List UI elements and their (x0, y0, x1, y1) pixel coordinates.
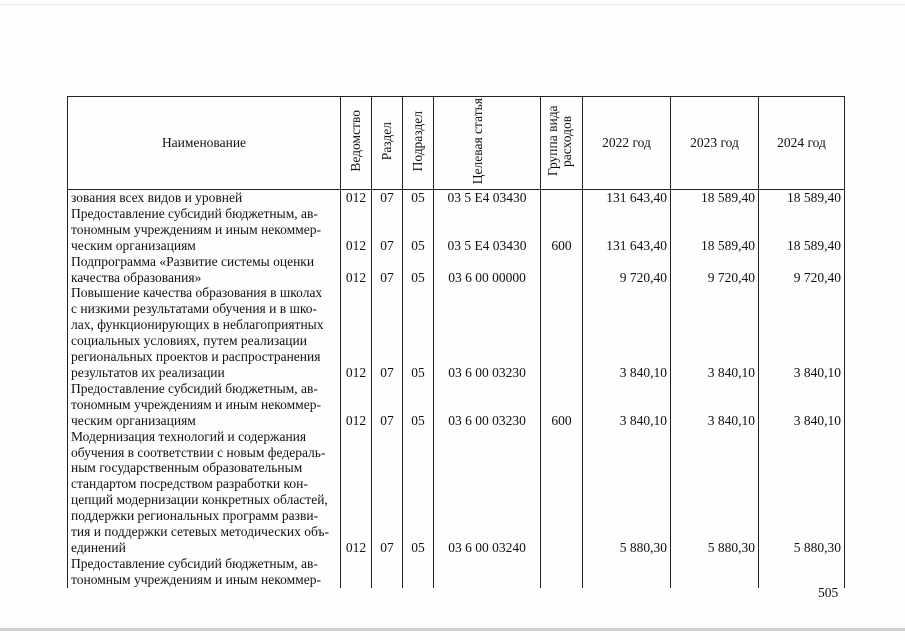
table-row (68, 206, 845, 254)
row-value-2022: 9 720,40 (583, 254, 671, 286)
row-razdel: 07 (372, 254, 403, 286)
header-gruppa: Группа вида расходов (541, 97, 583, 190)
header-2023: 2023 год (671, 97, 759, 190)
row-name-line: тономным учреждениям и иным некоммер- (71, 221, 321, 237)
row-name-line: зования всех видов и уровней (71, 190, 243, 205)
row-vedomstvo: 012 (341, 429, 372, 556)
row-razdel: 07 (372, 285, 403, 380)
row-vedomstvo: 012 (341, 381, 372, 429)
scan-artifact-bottom (0, 628, 905, 631)
row-celevaya: 03 6 00 03230 (434, 381, 541, 429)
row-name (68, 254, 341, 286)
row-name-line: социальных условиях, путем реализации (71, 333, 307, 349)
row-gruppa: 600 (541, 381, 583, 429)
row-celevaya: 03 6 00 00000 (434, 254, 541, 286)
row-podrazdel: 05 (403, 285, 434, 380)
row-value-2022: 5 880,30 (583, 429, 671, 556)
row-name-line: стандартом посредством разработки кон- (71, 476, 308, 492)
row-razdel: 07 (372, 381, 403, 429)
row-celevaya: 03 6 00 03230 (434, 285, 541, 380)
row-value-2022: 3 840,10 (583, 285, 671, 380)
header-name: Наименование (68, 97, 341, 190)
row-vedomstvo: 012 (341, 285, 372, 380)
row-name-line: ным государственным образовательным (71, 460, 303, 476)
row-gruppa (541, 556, 583, 588)
row-celevaya: 03 6 00 03240 (434, 429, 541, 556)
header-2022: 2022 год (583, 97, 671, 190)
row-gruppa (541, 285, 583, 380)
row-celevaya: 03 5 Е4 03430 (434, 190, 541, 206)
table-row (68, 254, 845, 286)
row-value-2023: 3 840,10 (671, 381, 759, 429)
row-razdel: 07 (372, 429, 403, 556)
row-value-2024: 3 840,10 (759, 381, 845, 429)
row-podrazdel (403, 556, 434, 588)
row-name-line: ческим организациям (71, 412, 196, 428)
budget-table (67, 96, 845, 588)
row-podrazdel: 05 (403, 206, 434, 254)
row-name-line: результатов их реализации (71, 364, 225, 380)
row-value-2023: 18 589,40 (671, 190, 759, 206)
row-value-2022 (583, 556, 671, 588)
row-name-line: качества образования» (71, 269, 202, 285)
row-name-line: тономным учреждениям и иным некоммер- (71, 571, 321, 587)
row-value-2024 (759, 556, 845, 588)
row-vedomstvo: 012 (341, 206, 372, 254)
row-value-2022: 131 643,40 (583, 190, 671, 206)
row-vedomstvo: 012 (341, 190, 372, 206)
row-gruppa (541, 190, 583, 206)
row-name-line: тия и поддержки сетевых методических объ- (71, 524, 329, 540)
table-row (68, 381, 845, 429)
row-name-line: обучения в соответствии с новым федераль- (71, 444, 326, 460)
row-value-2024: 18 589,40 (759, 190, 845, 206)
row-name-line: Предоставление субсидий бюджетным, ав- (71, 380, 318, 396)
table-body (68, 190, 845, 588)
row-value-2024: 18 589,40 (759, 206, 845, 254)
row-razdel: 07 (372, 206, 403, 254)
row-name-line: цепций модернизации конкретных областей, (71, 492, 328, 508)
row-name (68, 190, 341, 206)
row-gruppa (541, 254, 583, 286)
row-gruppa (541, 429, 583, 556)
row-value-2024: 5 880,30 (759, 429, 845, 556)
row-name (68, 381, 341, 429)
row-name-line: единений (71, 539, 126, 555)
row-name-line: лах, функционирующих в неблагоприятных (71, 317, 324, 333)
row-name-line: Модернизация технологий и содержания (71, 428, 307, 444)
row-celevaya (434, 556, 541, 588)
row-value-2023: 5 880,30 (671, 429, 759, 556)
row-razdel: 07 (372, 190, 403, 206)
row-podrazdel: 05 (403, 190, 434, 206)
row-podrazdel: 05 (403, 254, 434, 286)
row-name-line: поддержки региональных программ разви- (71, 508, 319, 524)
header-podrazdel: Подраздел (403, 97, 434, 190)
header-vedomstvo: Ведомство (341, 97, 372, 190)
row-value-2022: 3 840,10 (583, 381, 671, 429)
row-value-2024: 9 720,40 (759, 254, 845, 286)
row-name (68, 206, 341, 254)
row-name-line: с низкими результатами обучения и в шко- (71, 301, 318, 317)
table-row (68, 429, 845, 556)
page-number: 505 (818, 585, 839, 600)
table-row (68, 190, 845, 206)
row-name-line: Подпрограмма «Развитие системы оценки (71, 253, 315, 269)
row-name-line: Предоставление субсидий бюджетным, ав- (71, 205, 318, 221)
header-razdel: Раздел (372, 97, 403, 190)
row-value-2022: 131 643,40 (583, 206, 671, 254)
row-value-2023: 3 840,10 (671, 285, 759, 380)
row-razdel (372, 556, 403, 588)
row-value-2024: 3 840,10 (759, 285, 845, 380)
row-value-2023: 9 720,40 (671, 254, 759, 286)
header-2024: 2024 год (759, 97, 845, 190)
row-vedomstvo (341, 556, 372, 588)
row-celevaya: 03 5 Е4 03430 (434, 206, 541, 254)
row-name-line: тономным учреждениям и иным некоммер- (71, 396, 321, 412)
row-gruppa: 600 (541, 206, 583, 254)
row-name-line: Предоставление субсидий бюджетным, ав- (71, 555, 318, 571)
row-value-2023: 18 589,40 (671, 206, 759, 254)
row-vedomstvo: 012 (341, 254, 372, 286)
scan-artifact-top (0, 4, 905, 5)
row-name (68, 556, 341, 588)
row-podrazdel: 05 (403, 429, 434, 556)
row-name-line: Повышение качества образования в школах (71, 285, 323, 301)
table-header-row (68, 97, 845, 190)
row-value-2023 (671, 556, 759, 588)
table-row (68, 556, 845, 588)
row-name-line: региональных проектов и распространения (71, 349, 321, 365)
row-name (68, 285, 341, 380)
table-row (68, 285, 845, 380)
row-name-line: ческим организациям (71, 237, 196, 253)
header-celevaya: Целевая статья (434, 97, 541, 190)
row-podrazdel: 05 (403, 381, 434, 429)
row-name (68, 429, 341, 556)
